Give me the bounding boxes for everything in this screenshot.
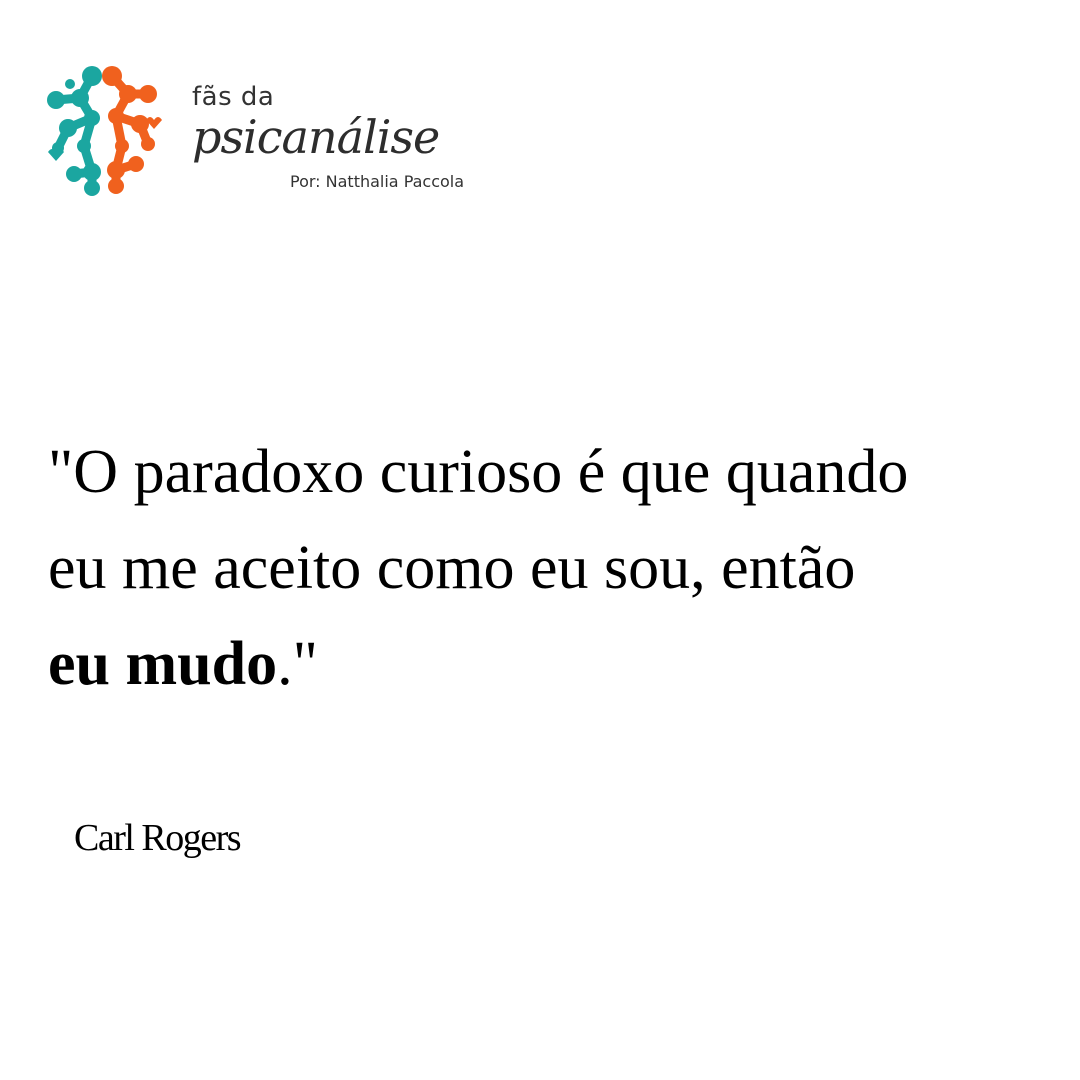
brain-network-logo-icon (44, 64, 164, 196)
quote-line-3 (48, 616, 1028, 712)
quote-closing: ." (277, 630, 318, 698)
quote-author: Carl Rogers (74, 817, 241, 859)
brand-name-script: psicanálise (192, 110, 440, 164)
quote-text (48, 424, 1028, 712)
brand-name-top: fãs da (192, 82, 275, 112)
quote-emphasis: eu mudo (48, 630, 278, 698)
brand-byline: Por: Natthalia Paccola (290, 172, 465, 191)
quote-line-1: "O paradoxo curioso é que quando (48, 438, 909, 506)
quote-line-2: eu me aceito como eu sou, então (48, 534, 856, 602)
brand-logo (44, 64, 484, 204)
